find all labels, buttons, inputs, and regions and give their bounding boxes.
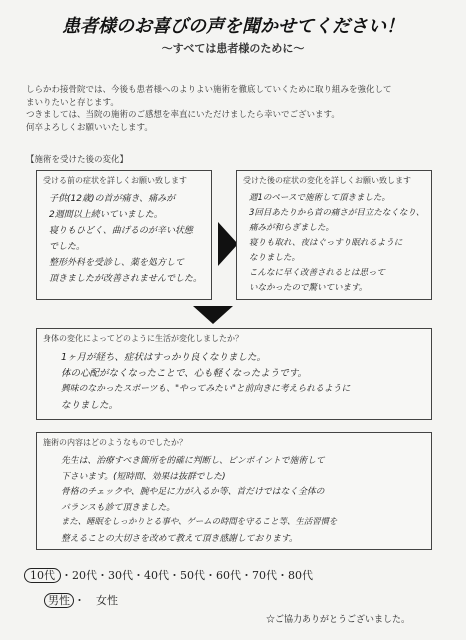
- answer-line: バランスも診て頂きました。: [61, 502, 176, 513]
- answer-line: 子供(12歳)の首が痛き、痛みが: [49, 194, 176, 204]
- answer-line: こんなに早く改善されるとは思って: [249, 268, 386, 278]
- section-label: 【施術を受けた後の変化】: [26, 155, 129, 165]
- answer-line: 骨格のチェックや、腕や足に力が入るか等、首だけではなく全体の: [61, 487, 325, 497]
- answer-line: 3回目あたりから首の痛さが目立たなくなり、: [249, 208, 425, 218]
- after-symptoms-label: 受けた後の症状の変化を詳しくお願い致します: [243, 176, 411, 185]
- page-title: 患者様のお喜びの声を聞かせてください！: [62, 16, 404, 37]
- gender-option-other[interactable]: ・ 女性: [74, 594, 118, 607]
- treatment-content-box: [36, 432, 432, 550]
- arrow-right-icon: [218, 222, 238, 266]
- treatment-content-label: 施術の内容はどのようなものでしたか？: [43, 438, 187, 447]
- answer-line: 先生は、治療すべき箇所を的確に判断し、ピンポイントで施術して: [61, 456, 325, 466]
- answer-line: 寝りもひどく、曲げるのが辛い状態: [49, 226, 193, 236]
- life-change-box: [36, 328, 432, 420]
- answer-line: 整形外科を受診し、薬を処方して: [49, 258, 185, 268]
- thanks-note: ☆ご協力ありがとうございました。: [265, 615, 410, 625]
- before-symptoms-box: [36, 170, 212, 300]
- answer-line: 寝りも取れ、夜はぐっすり眠れるように: [249, 238, 403, 248]
- answer-line: 痛みが和らぎました。: [249, 223, 335, 233]
- page-subtitle: 〜すべては患者様のために〜: [161, 42, 305, 55]
- answer-line: 整えることの大切さを改めて教えて頂き感謝しております。: [61, 533, 298, 544]
- intro-line: まいりたいと存じます。: [26, 97, 119, 108]
- life-change-answer: [61, 349, 350, 413]
- gender-selector: [44, 592, 118, 608]
- after-symptoms-box: [236, 170, 432, 300]
- age-option-selected[interactable]: 10代: [24, 568, 61, 583]
- intro-text: [26, 84, 446, 134]
- gender-option-selected[interactable]: 男性: [44, 593, 74, 608]
- life-change-label: 身体の変化によってどのように生活が変化しましたか？: [43, 334, 243, 343]
- before-symptoms-answer: [49, 191, 202, 287]
- answer-line: 1ヶ月が経ち、症状はすっかり良くなりました。: [61, 352, 266, 363]
- after-symptoms-answer: [249, 191, 424, 296]
- answer-line: また、睡眠をしっかりとる事や、ゲームの時間を守ること等、生活習慣を: [61, 516, 338, 526]
- age-selector: [24, 567, 313, 583]
- age-options[interactable]: ・20代・30代・40代・50代・60代・70代・80代: [61, 569, 313, 582]
- intro-line: つきましては、当院の施術のご感想を率直にいただけましたら幸いでございます。: [26, 110, 340, 120]
- answer-line: 体の心配がなくなったことで、心も軽くなったようです。: [61, 368, 308, 379]
- answer-line: なりました。: [61, 400, 119, 411]
- treatment-content-answer: [61, 453, 337, 546]
- answer-line: いなかったので驚いています。: [249, 283, 368, 293]
- answer-line: 頂きましたが改善されませんでした。: [49, 274, 203, 284]
- intro-line: しらかわ接骨院では、今後も患者様へのよりよい施術を徹底していくために取り組みを強化して: [26, 85, 392, 95]
- answer-line: なりました。: [249, 253, 301, 263]
- answer-line: でした。: [49, 242, 86, 252]
- answer-line: 下さいます。(短時間、効果は抜群でした): [61, 471, 226, 482]
- intro-line: 何卒よろしくお願いいたします。: [26, 122, 153, 133]
- arrow-down-icon: [193, 306, 233, 324]
- answer-line: 興味のなかったスポーツも、"やってみたい"と前向きに考えられるように: [61, 384, 351, 394]
- answer-line: 2週間以上続いていました。: [49, 210, 163, 220]
- before-symptoms-label: 受ける前の症状を詳しくお願い致します: [43, 176, 187, 185]
- answer-line: 週1のペースで施術して頂きました。: [249, 193, 390, 203]
